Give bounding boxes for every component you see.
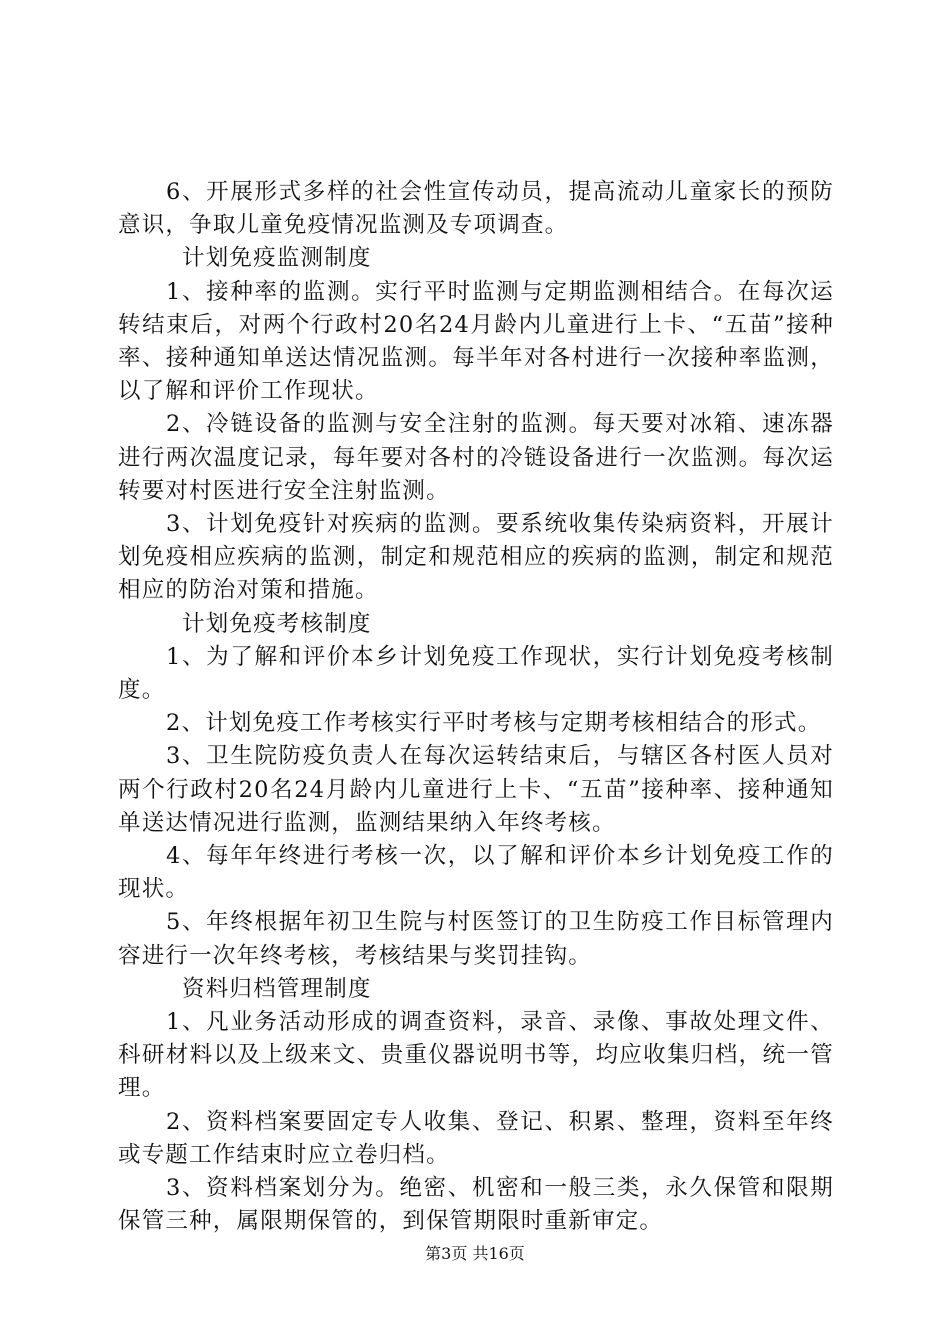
section-heading: 计划免疫监测制度 <box>182 245 372 272</box>
paragraph: 1、凡业务活动形成的调查资料，录音、录像、事故处理文件、科研材料以及上级来文、贵重仪器说明书等，均应收集归档，统一管理。 <box>118 1009 834 1102</box>
paragraph: 4、每年年终进行考核一次，以了解和评价本乡计划免疫工作的现状。 <box>118 843 834 903</box>
paragraph: 2、冷链设备的监测与安全注射的监测。每天要对冰箱、速冻器进行两次温度记录，每年要对各村的冷链设备进行一次监测。每次运转要对村医进行安全注射监测。 <box>118 411 834 504</box>
page-number-footer: 第3页 共16页 <box>425 1244 525 1263</box>
document-body <box>118 176 834 1239</box>
paragraph: 1、接种率的监测。实行平时监测与定期监测相结合。在每次运转结束后，对两个行政村20名24月龄内儿童进行上卡、“五苗”接种率、接种通知单送达情况监测。每半年对各村进行一次接种率监测，以了解和评价工作现状。 <box>118 278 834 405</box>
section-heading: 资料归档管理制度 <box>182 975 372 1002</box>
paragraph: 5、年终根据年初卫生院与村医签订的卫生防疫工作目标管理内容进行一次年终考核，考核结果与奖罚挂钩。 <box>118 909 834 969</box>
paragraph: 3、资料档案划分为。绝密、机密和一般三类，永久保管和限期保管三种，属限期保管的，到保管期限时重新审定。 <box>118 1175 834 1235</box>
paragraph: 3、卫生院防疫负责人在每次运转结束后，与辖区各村医人员对两个行政村20名24月龄内儿童进行上卡、“五苗”接种率、接种通知单送达情况进行监测，监测结果纳入年终考核。 <box>118 743 834 836</box>
paragraph: 3、计划免疫针对疾病的监测。要系统收集传染病资料，开展计划免疫相应疾病的监测，制定和规范相应的疾病的监测，制定和规范相应的防治对策和措施。 <box>118 511 834 604</box>
section-heading: 计划免疫考核制度 <box>182 610 372 637</box>
paragraph: 2、资料档案要固定专人收集、登记、积累、整理，资料至年终或专题工作结束时应立卷归档。 <box>118 1108 834 1168</box>
paragraph: 2、计划免疫工作考核实行平时考核与定期考核相结合的形式。 <box>166 710 822 737</box>
paragraph: 1、为了解和评价本乡计划免疫工作现状，实行计划免疫考核制度。 <box>118 643 834 704</box>
paragraph: 6、开展形式多样的社会性宣传动员，提高流动儿童家长的预防意识，争取儿童免疫情况监测及专项调查。 <box>118 179 834 239</box>
